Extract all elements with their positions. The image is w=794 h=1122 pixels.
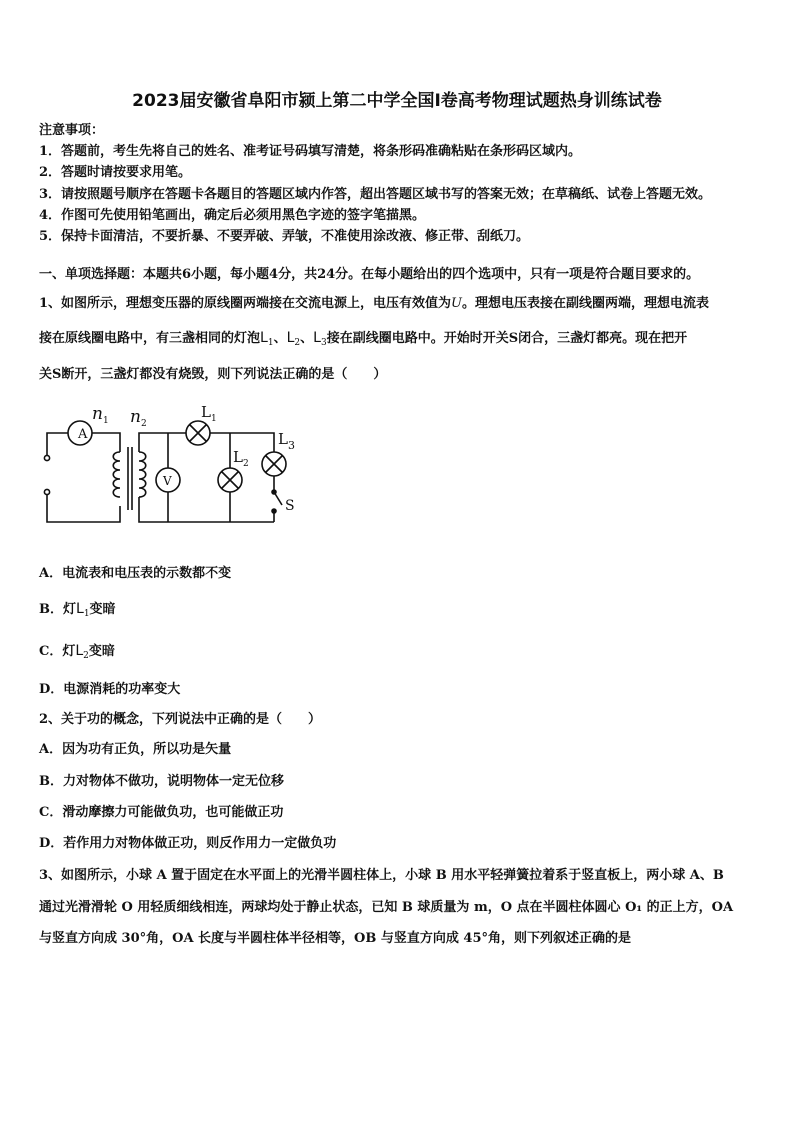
q1-text: 1、如图所示，理想变压器的原线圈两端接在交流电源上，电压有效值为 <box>39 296 452 311</box>
q2-stem: 2、关于功的概念，下列说法中正确的是（ ） <box>39 712 322 727</box>
lamp-sub: 2 <box>83 651 89 661</box>
lamp-label: L <box>260 330 268 346</box>
n2-sub: 2 <box>141 419 147 429</box>
l2-sub: 2 <box>243 459 249 469</box>
notes-item-5: 5．保持卡面清洁，不要折暴、不要弄破、弄皱，不准使用涂改液、修正带、刮纸刀。 <box>39 229 530 245</box>
l2-label: L <box>233 448 243 466</box>
q1-text: 接在副线圈电路中。开始时开关S闭合，三盏灯都亮。现在把开 <box>326 331 688 346</box>
q1-option-b <box>39 598 116 619</box>
n2-label: n <box>130 407 141 427</box>
wire <box>92 433 120 452</box>
lamp-sub: 1 <box>267 338 274 348</box>
l1-label: L <box>201 403 211 421</box>
lamp-l1-cross <box>190 425 207 442</box>
lamp-label: L <box>76 601 84 617</box>
wire <box>139 497 274 522</box>
ammeter-label: A <box>78 427 88 442</box>
q2-option-a: A．因为功有正负，所以功是矢量 <box>39 742 232 757</box>
q1-option-a: A．电流表和电压表的示数都不变 <box>39 566 232 581</box>
wire <box>47 433 68 455</box>
switch-label: S <box>285 498 295 514</box>
q1-stem-line-1 <box>39 292 709 311</box>
section-heading: 一、单项选择题：本题共6小题，每小题4分，共24分。在每小题给出的四个选项中，只有一项是符合题目要求的。 <box>39 267 700 282</box>
option-text: 变暗 <box>89 602 116 617</box>
q1-stem-line-2 <box>39 327 687 348</box>
lamp-label: L <box>286 330 295 346</box>
option-text: B．灯 <box>39 602 76 617</box>
option-text: C．灯 <box>39 644 76 659</box>
page-title: 2023届安徽省阜阳市颍上第二中学全国I卷高考物理试题热身训练试卷 <box>132 91 662 111</box>
q3-stem-line-2: 通过光滑滑轮 O 用轻质细线相连，两球均处于静止状态，已知 B 球质量为 m，O 点在半圆柱体圆心 O₁ 的正上方，OA <box>39 900 734 915</box>
switch-contact <box>272 509 276 513</box>
q1-option-d: D．电源消耗的功率变大 <box>39 682 181 697</box>
lamp-l2-cross <box>222 472 239 489</box>
q2-option-d: D．若作用力对物体做正功，则反作用力一定做负功 <box>39 836 337 851</box>
transformer-circuit-diagram <box>38 402 306 530</box>
notes-section <box>39 120 769 247</box>
notes-item-1: 1．答题前，考生先将自己的姓名、准考证号码填写清楚，将条形码准确粘贴在条形码区域内。 <box>39 144 582 160</box>
q1-stem-line-3: 关S断开，三盏灯都没有烧毁，则下列说法正确的是（ ） <box>39 367 387 382</box>
notes-item-4: 4．作图可先使用铅笔画出，确定后必须用黑色字迹的签字笔描黑。 <box>39 207 426 223</box>
q1-text: 。理想电压表接在副线圈两端，理想电流表 <box>462 296 710 311</box>
separator: 、 <box>273 331 287 346</box>
q3-stem-line-1: 3、如图所示，小球 A 置于固定在水平面上的光滑半圆柱体上，小球 B 用水平轻弹簧拉着系于竖直板上，两小球 A、B <box>39 868 724 883</box>
q2-option-c: C．滑动摩擦力可能做负功，也可能做正功 <box>39 805 284 820</box>
lamp-l3-cross <box>266 456 283 473</box>
voltmeter-label: V <box>163 474 172 488</box>
lamp-sub: 2 <box>294 338 301 348</box>
l3-label: L <box>278 430 288 448</box>
terminal-dot <box>44 489 49 494</box>
notes-item-2: 2．答题时请按要求用笔。 <box>39 165 192 181</box>
q1-text: 接在原线圈电路中，有三盏相同的灯泡 <box>39 331 261 346</box>
lamp-sub: 1 <box>83 609 90 619</box>
switch-blade <box>274 492 282 505</box>
n1-label: n <box>92 404 103 424</box>
q1-variable-u: U <box>451 296 463 311</box>
q3-stem-line-3: 与竖直方向成 30°角，OA 长度与半圆柱体半径相等，OB 与竖直方向成 45°角，则下列叙述正确的是 <box>39 931 632 946</box>
l1-sub: 1 <box>211 414 217 424</box>
l3-sub: 3 <box>288 439 295 452</box>
notes-item-3: 3．请按照题号顺序在答题卡各题目的答题区域内作答，超出答题区域书写的答案无效；在草稿纸、试卷上答题无效。 <box>39 186 712 202</box>
notes-heading: 注意事项： <box>39 123 105 138</box>
wire <box>139 433 186 452</box>
n1-sub: 1 <box>103 416 109 426</box>
separator: 、 <box>300 331 314 346</box>
primary-coil <box>113 452 120 497</box>
option-text: 变暗 <box>88 644 115 659</box>
terminal-dot <box>44 455 49 460</box>
secondary-coil <box>139 452 146 497</box>
q2-option-b: B．力对物体不做功，说明物体一定无位移 <box>39 774 284 789</box>
wire <box>47 495 120 522</box>
lamp-label: L <box>313 330 321 346</box>
lamp-label: L <box>75 643 84 659</box>
q1-option-c <box>39 640 115 661</box>
lamp-sub: 3 <box>320 338 327 348</box>
